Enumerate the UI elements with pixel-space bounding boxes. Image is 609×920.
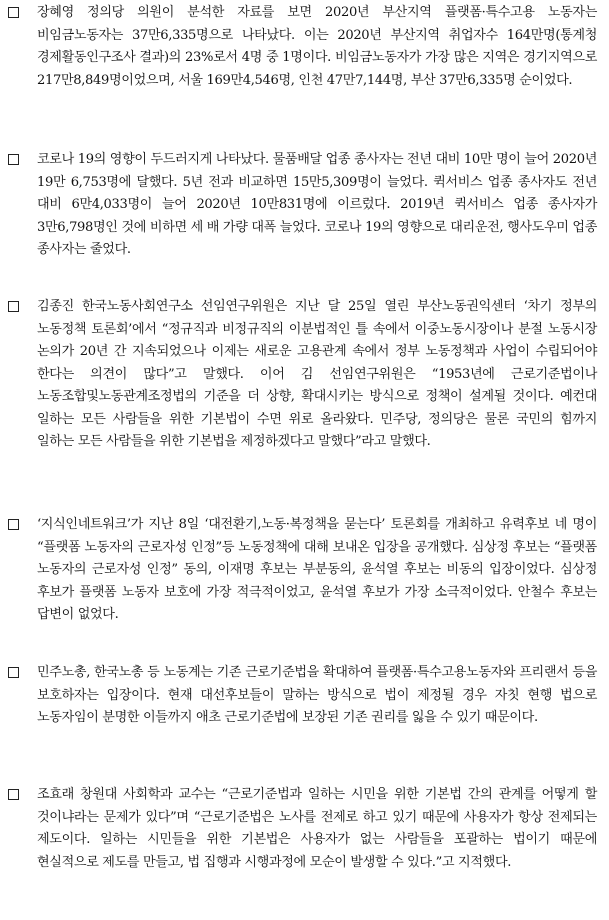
paragraph-text: 장혜영 정의당 의원이 분석한 자료를 보면 2020년 부산지역 플랫폼·특수고용 노동자는 비임금노동자는 37만6,335명으로 나타났다. 이는 2020년 부산지역 취업자수 164만명(통계청 경제활동인구조사 결과)의 23%로서 4명 중 1명이다. 비임금노동자가 가장 많은 지역은 경기지역으로 217만8,849명이었으며, 서울 169만4,546명, 인천 47만7,144명, 부산 37만6,335명 순이었다.: [37, 5, 597, 88]
paragraph-text: 김종진 한국노동사회연구소 선임연구위원은 지난 달 25일 열린 부산노동권익센터 ‘차기 정부의 노동정책 토론회’에서 “정규직과 비정규직의 이분법적인 틀 속에서 이중노동시장이나 분절 노동시장 논의가 20년 간 지속되었으나 이제는 새로운 고용관계 속에서 정부 노동정책과 사업이 수립되어야 한다는 의견이 많다”고 말했다. 이어 김 선임연구위원은 “1953년에 근로기준법이나 노동조합및노동관계조정법의 기준을 더 상향, 확대시키는 방식으로 정책이 설계될 것이다. 예컨대 일하는 모든 사람들을 위한 기본법이 수면 위로 올라왔다. 민주당, 정의당은 물론 국민의 힘까지 일하는 모든 사람들을 위한 기본법을 제정하겠다고 말했다”라고 말했다.: [37, 299, 597, 449]
checkbox-bullet-icon: [8, 789, 19, 800]
checkbox-bullet-icon: [8, 301, 19, 312]
paragraph-text: 민주노총, 한국노총 등 노동계는 기존 근로기준법을 확대하여 플랫폼·특수고용노동자와 프리랜서 등을 보호하자는 입장이다. 현재 대선후보들이 말하는 방식으로 법이 제정될 경우 자칫 현행 법으로 노동자임이 분명한 이들까지 애초 근로기준법에 보장된 기존 권리를 잃을 수 있기 때문이다.: [37, 665, 597, 725]
checkbox-bullet-icon: [8, 154, 19, 165]
checkbox-bullet-icon: [8, 667, 19, 678]
checkbox-bullet-icon: [8, 7, 19, 18]
checkbox-bullet-icon: [8, 519, 19, 530]
paragraph-text: 조효래 창원대 사회학과 교수는 “근로기준법과 일하는 시민을 위한 기본법 간의 관계를 어떻게 할 것이냐라는 문제가 있다”며 “근로기준법은 노사를 전제로 하고 있기 때문에 사용자가 항상 전제되는 제도이다. 일하는 시민들을 위한 기본법은 사용자가 없는 사람들을 포괄하는 법이기 때문에 현실적으로 제도를 만들고, 법 집행과 시행과정에 모순이 발생할 수 있다.”고 지적했다.: [37, 787, 597, 870]
paragraph-text: ‘지식인네트워크’가 지난 8일 ‘대전환기,노동·복정책을 묻는다’ 토론회를 개최하고 유력후보 네 명이 “플랫폼 노동자의 근로자성 인정”등 노동정책에 대해 보내온 입장을 공개했다. 심상정 후보는 “플랫폼 노동자의 근로자성 인정” 동의, 이재명 후보는 부분동의, 윤석열 후보는 비동의 입장이었다. 심상정 후보가 플랫폼 노동자 보호에 가장 적극적이었고, 윤석열 후보가 가장 소극적이었다. 안철수 후보는 답변이 없었다.: [37, 517, 597, 622]
paragraph-text: 코로나 19의 영향이 두드러지게 나타났다. 물품배달 업종 종사자는 전년 대비 10만 명이 늘어 2020년 19만 6,753명에 달했다. 5년 전과 비교하면 15만5,309명이 늘었다. 퀵서비스 업종 종사자도 전년 대비 6만4,033명이 늘어 2020년 10만831명에 이르렀다. 2019년 퀵서비스 업종 종사자가 3만6,798명인 것에 비하면 세 배 가량 대폭 늘었다. 코로나 19의 영향으로 대리운전, 행사도우미 업종 종사자는 줄었다.: [37, 152, 597, 257]
